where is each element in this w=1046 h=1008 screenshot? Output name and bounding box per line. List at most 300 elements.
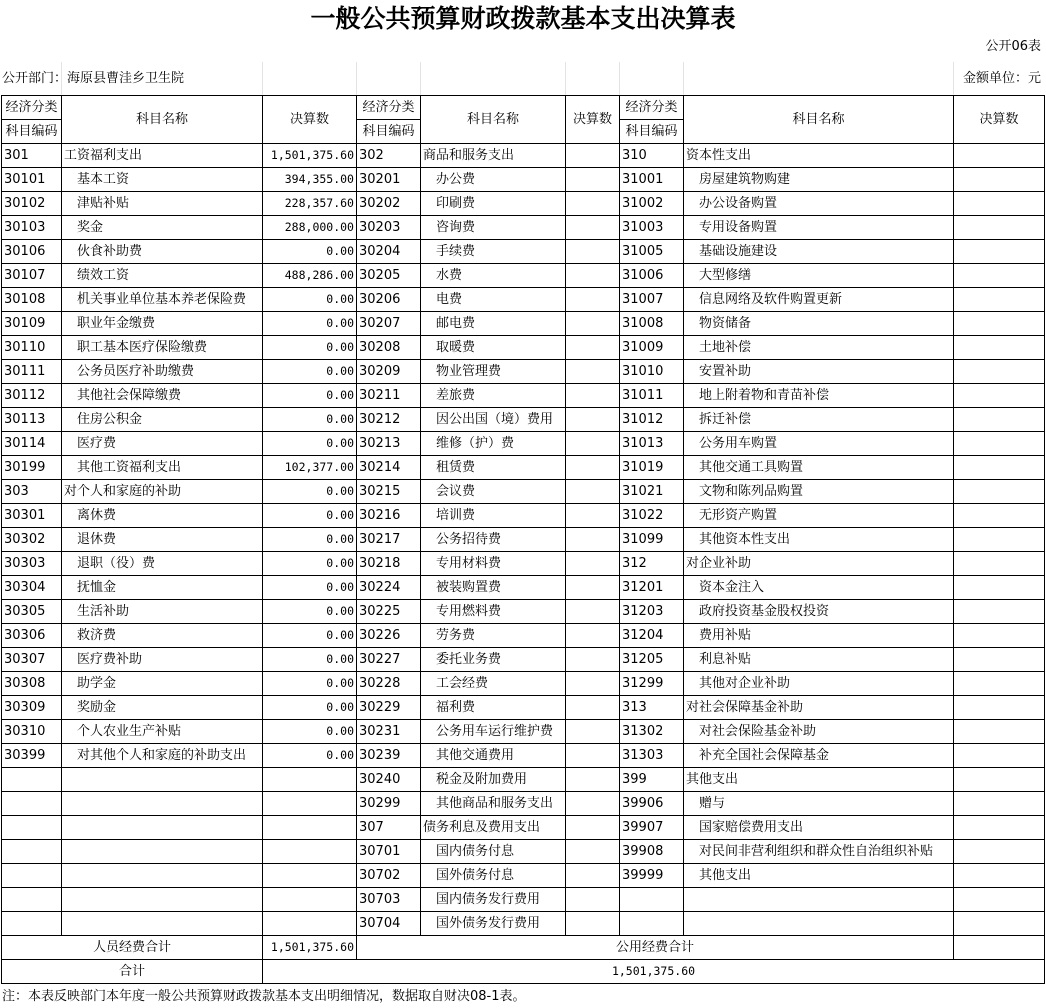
subject-code-cell: 301 bbox=[2, 144, 62, 168]
amount-cell bbox=[566, 432, 620, 456]
subject-name-cell: 对其他个人和家庭的补助支出 bbox=[62, 744, 263, 768]
table-row bbox=[2, 600, 1045, 624]
subject-code-cell: 31013 bbox=[620, 432, 684, 456]
amount-cell bbox=[954, 336, 1045, 360]
amount-cell bbox=[263, 912, 357, 936]
table-row bbox=[2, 624, 1045, 648]
header-subject-code-2: 科目编码 bbox=[357, 120, 421, 144]
amount-cell bbox=[566, 696, 620, 720]
subject-name-cell: 印刷费 bbox=[421, 192, 566, 216]
subject-code-cell: 30306 bbox=[2, 624, 62, 648]
subject-code-cell: 30701 bbox=[357, 840, 421, 864]
grand-total-value: 1,501,375.60 bbox=[263, 960, 1045, 984]
subject-name-cell: 邮电费 bbox=[421, 312, 566, 336]
amount-cell bbox=[566, 456, 620, 480]
report-title: 一般公共预算财政拨款基本支出决算表 bbox=[310, 4, 736, 33]
header-subject-name-3: 科目名称 bbox=[684, 96, 954, 144]
amount-cell bbox=[263, 816, 357, 840]
subject-code-cell: 31005 bbox=[620, 240, 684, 264]
subject-name-cell: 其他资本性支出 bbox=[684, 528, 954, 552]
amount-cell: 0.00 bbox=[263, 624, 357, 648]
subject-name-cell: 安置补助 bbox=[684, 360, 954, 384]
table-row bbox=[2, 528, 1045, 552]
subject-name-cell: 其他支出 bbox=[684, 768, 954, 792]
subject-code-cell: 30226 bbox=[357, 624, 421, 648]
table-row bbox=[2, 480, 1045, 504]
subject-name-cell: 职业年金缴费 bbox=[62, 312, 263, 336]
subject-code-cell: 30108 bbox=[2, 288, 62, 312]
subject-code-cell: 30217 bbox=[357, 528, 421, 552]
subject-code-cell: 31201 bbox=[620, 576, 684, 600]
amount-cell bbox=[954, 264, 1045, 288]
subject-code-cell: 31303 bbox=[620, 744, 684, 768]
subject-name-cell: 奖金 bbox=[62, 216, 263, 240]
amount-cell: 0.00 bbox=[263, 720, 357, 744]
expenditure-table bbox=[1, 95, 1045, 984]
amount-cell: 0.00 bbox=[263, 672, 357, 696]
table-row bbox=[2, 768, 1045, 792]
subject-name-cell bbox=[62, 792, 263, 816]
amount-cell bbox=[566, 408, 620, 432]
subject-code-cell: 30114 bbox=[2, 432, 62, 456]
amount-cell bbox=[954, 888, 1045, 912]
subject-name-cell bbox=[62, 912, 263, 936]
amount-cell: 0.00 bbox=[263, 288, 357, 312]
subject-name-cell bbox=[684, 912, 954, 936]
subject-code-cell: 31203 bbox=[620, 600, 684, 624]
subject-name-cell: 信息网络及软件购置更新 bbox=[684, 288, 954, 312]
table-row bbox=[2, 696, 1045, 720]
amount-cell bbox=[954, 744, 1045, 768]
subject-name-cell: 个人农业生产补贴 bbox=[62, 720, 263, 744]
subject-code-cell: 30299 bbox=[357, 792, 421, 816]
subject-name-cell: 对个人和家庭的补助 bbox=[62, 480, 263, 504]
subject-name-cell: 国内债务发行费用 bbox=[421, 888, 566, 912]
amount-cell bbox=[954, 360, 1045, 384]
subject-name-cell: 因公出国（境）费用 bbox=[421, 408, 566, 432]
amount-cell bbox=[566, 312, 620, 336]
table-row bbox=[2, 264, 1045, 288]
amount-cell bbox=[263, 864, 357, 888]
amount-cell bbox=[566, 576, 620, 600]
subject-code-cell: 39906 bbox=[620, 792, 684, 816]
subject-name-cell: 伙食补助费 bbox=[62, 240, 263, 264]
subject-name-cell: 对社会保障基金补助 bbox=[684, 696, 954, 720]
subject-code-cell: 30211 bbox=[357, 384, 421, 408]
amount-cell: 0.00 bbox=[263, 504, 357, 528]
subject-name-cell: 工资福利支出 bbox=[62, 144, 263, 168]
subject-name-cell: 津贴补贴 bbox=[62, 192, 263, 216]
subject-name-cell: 维修（护）费 bbox=[421, 432, 566, 456]
amount-cell: 0.00 bbox=[263, 744, 357, 768]
subject-code-cell: 30225 bbox=[357, 600, 421, 624]
subject-name-cell bbox=[684, 888, 954, 912]
amount-cell bbox=[954, 384, 1045, 408]
subject-name-cell: 无形资产购置 bbox=[684, 504, 954, 528]
amount-cell bbox=[263, 888, 357, 912]
table-row bbox=[2, 408, 1045, 432]
subject-name-cell: 公务员医疗补助缴费 bbox=[62, 360, 263, 384]
subject-code-cell: 30207 bbox=[357, 312, 421, 336]
subject-name-cell: 电费 bbox=[421, 288, 566, 312]
subject-code-cell: 30228 bbox=[357, 672, 421, 696]
subject-code-cell: 31099 bbox=[620, 528, 684, 552]
table-row bbox=[2, 216, 1045, 240]
subject-code-cell: 30702 bbox=[357, 864, 421, 888]
amount-cell bbox=[566, 816, 620, 840]
subject-name-cell: 对企业补助 bbox=[684, 552, 954, 576]
subject-name-cell: 退休费 bbox=[62, 528, 263, 552]
subject-code-cell bbox=[2, 816, 62, 840]
table-row bbox=[2, 912, 1045, 936]
subject-code-cell: 30309 bbox=[2, 696, 62, 720]
amount-cell bbox=[954, 312, 1045, 336]
subject-code-cell: 30301 bbox=[2, 504, 62, 528]
amount-unit-label: 金额单位：元 bbox=[962, 71, 1041, 86]
table-row bbox=[2, 840, 1045, 864]
amount-cell bbox=[566, 552, 620, 576]
subject-name-cell: 专用设备购置 bbox=[684, 216, 954, 240]
subject-name-cell: 其他支出 bbox=[684, 864, 954, 888]
amount-cell bbox=[263, 840, 357, 864]
subject-name-cell: 租赁费 bbox=[421, 456, 566, 480]
subject-code-cell: 30103 bbox=[2, 216, 62, 240]
amount-cell bbox=[566, 480, 620, 504]
subject-name-cell: 基本工资 bbox=[62, 168, 263, 192]
amount-cell bbox=[954, 768, 1045, 792]
table-row bbox=[2, 288, 1045, 312]
subject-name-cell: 医疗费补助 bbox=[62, 648, 263, 672]
header-amount-1: 决算数 bbox=[263, 96, 357, 144]
subject-code-cell: 30224 bbox=[357, 576, 421, 600]
amount-cell bbox=[566, 216, 620, 240]
table-row bbox=[2, 672, 1045, 696]
subject-code-cell: 30229 bbox=[357, 696, 421, 720]
subject-code-cell: 30101 bbox=[2, 168, 62, 192]
subject-name-cell: 物资储备 bbox=[684, 312, 954, 336]
subject-code-cell: 31205 bbox=[620, 648, 684, 672]
amount-cell bbox=[954, 816, 1045, 840]
subject-name-cell: 公务招待费 bbox=[421, 528, 566, 552]
public-total-label: 公用经费合计 bbox=[357, 936, 954, 960]
amount-cell bbox=[566, 744, 620, 768]
subject-code-cell bbox=[620, 912, 684, 936]
amount-cell bbox=[954, 720, 1045, 744]
table-row bbox=[2, 816, 1045, 840]
amount-cell bbox=[566, 384, 620, 408]
subject-name-cell: 手续费 bbox=[421, 240, 566, 264]
subject-name-cell: 债务利息及费用支出 bbox=[421, 816, 566, 840]
subject-name-cell bbox=[62, 816, 263, 840]
subject-code-cell bbox=[2, 768, 62, 792]
table-row bbox=[2, 552, 1045, 576]
subject-name-cell: 职工基本医疗保险缴费 bbox=[62, 336, 263, 360]
subject-code-cell: 30113 bbox=[2, 408, 62, 432]
subject-name-cell: 对民间非营利组织和群众性自治组织补贴 bbox=[684, 840, 954, 864]
subject-code-cell: 30106 bbox=[2, 240, 62, 264]
subject-name-cell: 奖励金 bbox=[62, 696, 263, 720]
subject-code-cell: 31010 bbox=[620, 360, 684, 384]
subject-name-cell: 大型修缮 bbox=[684, 264, 954, 288]
subject-name-cell: 国外债务发行费用 bbox=[421, 912, 566, 936]
subject-name-cell: 专用燃料费 bbox=[421, 600, 566, 624]
amount-cell bbox=[954, 552, 1045, 576]
public-total-value bbox=[954, 936, 1045, 960]
header-econ-class-3: 经济分类 bbox=[620, 96, 684, 120]
amount-cell bbox=[954, 672, 1045, 696]
subject-code-cell: 30304 bbox=[2, 576, 62, 600]
subject-code-cell: 31006 bbox=[620, 264, 684, 288]
amount-cell bbox=[566, 264, 620, 288]
grand-total-label: 合计 bbox=[2, 960, 263, 984]
subject-code-cell: 31003 bbox=[620, 216, 684, 240]
subject-name-cell bbox=[62, 888, 263, 912]
amount-cell: 0.00 bbox=[263, 384, 357, 408]
amount-cell: 1,501,375.60 bbox=[263, 144, 357, 168]
amount-cell bbox=[954, 216, 1045, 240]
amount-cell bbox=[954, 624, 1045, 648]
subject-name-cell: 对社会保险基金补助 bbox=[684, 720, 954, 744]
subject-name-cell: 差旅费 bbox=[421, 384, 566, 408]
subject-code-cell: 30303 bbox=[2, 552, 62, 576]
amount-cell bbox=[566, 672, 620, 696]
subject-code-cell: 30240 bbox=[357, 768, 421, 792]
amount-cell bbox=[566, 912, 620, 936]
subject-name-cell: 补充全国社会保障基金 bbox=[684, 744, 954, 768]
subject-code-cell bbox=[2, 840, 62, 864]
table-row bbox=[2, 576, 1045, 600]
subject-code-cell bbox=[2, 912, 62, 936]
amount-cell bbox=[954, 456, 1045, 480]
subject-code-cell: 30199 bbox=[2, 456, 62, 480]
subject-code-cell: 30231 bbox=[357, 720, 421, 744]
amount-cell bbox=[954, 792, 1045, 816]
amount-cell bbox=[566, 840, 620, 864]
subject-name-cell: 国家赔偿费用支出 bbox=[684, 816, 954, 840]
table-row bbox=[2, 648, 1045, 672]
subject-name-cell: 绩效工资 bbox=[62, 264, 263, 288]
subject-name-cell: 抚恤金 bbox=[62, 576, 263, 600]
amount-cell: 228,357.60 bbox=[263, 192, 357, 216]
subject-name-cell: 费用补贴 bbox=[684, 624, 954, 648]
amount-cell bbox=[954, 192, 1045, 216]
subject-code-cell: 30110 bbox=[2, 336, 62, 360]
header-econ-class-2: 经济分类 bbox=[357, 96, 421, 120]
amount-cell bbox=[566, 336, 620, 360]
subject-code-cell: 30107 bbox=[2, 264, 62, 288]
amount-cell bbox=[566, 648, 620, 672]
subject-name-cell: 其他商品和服务支出 bbox=[421, 792, 566, 816]
table-row bbox=[2, 792, 1045, 816]
subject-code-cell: 30308 bbox=[2, 672, 62, 696]
subject-code-cell: 30205 bbox=[357, 264, 421, 288]
subject-code-cell bbox=[2, 888, 62, 912]
subject-name-cell: 国外债务付息 bbox=[421, 864, 566, 888]
amount-cell bbox=[954, 504, 1045, 528]
amount-cell bbox=[566, 360, 620, 384]
amount-cell bbox=[566, 792, 620, 816]
subject-code-cell: 31021 bbox=[620, 480, 684, 504]
subject-code-cell: 30239 bbox=[357, 744, 421, 768]
subject-code-cell: 30201 bbox=[357, 168, 421, 192]
subject-code-cell: 30704 bbox=[357, 912, 421, 936]
subject-code-cell: 310 bbox=[620, 144, 684, 168]
amount-cell: 0.00 bbox=[263, 696, 357, 720]
table-row bbox=[2, 336, 1045, 360]
amount-cell bbox=[566, 288, 620, 312]
amount-cell: 0.00 bbox=[263, 528, 357, 552]
subject-name-cell: 医疗费 bbox=[62, 432, 263, 456]
subject-code-cell: 313 bbox=[620, 696, 684, 720]
amount-cell bbox=[566, 192, 620, 216]
amount-cell bbox=[566, 504, 620, 528]
subject-code-cell: 39999 bbox=[620, 864, 684, 888]
subject-name-cell: 办公费 bbox=[421, 168, 566, 192]
subject-name-cell: 拆迁补偿 bbox=[684, 408, 954, 432]
amount-cell bbox=[954, 576, 1045, 600]
subject-code-cell: 31008 bbox=[620, 312, 684, 336]
subject-name-cell: 会议费 bbox=[421, 480, 566, 504]
form-number: 公开06表 bbox=[985, 39, 1041, 54]
subject-name-cell: 咨询费 bbox=[421, 216, 566, 240]
subject-name-cell bbox=[62, 864, 263, 888]
subject-name-cell: 退职（役）费 bbox=[62, 552, 263, 576]
subject-name-cell bbox=[62, 840, 263, 864]
subject-code-cell: 31302 bbox=[620, 720, 684, 744]
subject-code-cell: 31002 bbox=[620, 192, 684, 216]
amount-cell bbox=[954, 288, 1045, 312]
subject-name-cell: 商品和服务支出 bbox=[421, 144, 566, 168]
subject-name-cell: 其他社会保障缴费 bbox=[62, 384, 263, 408]
subject-name-cell: 公务用车购置 bbox=[684, 432, 954, 456]
subject-name-cell: 文物和陈列品购置 bbox=[684, 480, 954, 504]
table-row bbox=[2, 192, 1045, 216]
subject-name-cell: 办公设备购置 bbox=[684, 192, 954, 216]
amount-cell bbox=[566, 864, 620, 888]
subject-code-cell: 30214 bbox=[357, 456, 421, 480]
subject-name-cell: 取暖费 bbox=[421, 336, 566, 360]
subject-name-cell: 公务用车运行维护费 bbox=[421, 720, 566, 744]
subject-code-cell: 30203 bbox=[357, 216, 421, 240]
table-row bbox=[2, 240, 1045, 264]
amount-cell bbox=[954, 240, 1045, 264]
subject-name-cell: 地上附着物和青苗补偿 bbox=[684, 384, 954, 408]
subject-code-cell: 30215 bbox=[357, 480, 421, 504]
subject-code-cell: 30112 bbox=[2, 384, 62, 408]
subject-code-cell: 30209 bbox=[357, 360, 421, 384]
subject-code-cell: 30307 bbox=[2, 648, 62, 672]
amount-cell: 0.00 bbox=[263, 240, 357, 264]
amount-cell bbox=[566, 768, 620, 792]
subject-code-cell: 30213 bbox=[357, 432, 421, 456]
header-amount-3: 决算数 bbox=[954, 96, 1045, 144]
subject-code-cell: 30102 bbox=[2, 192, 62, 216]
subject-name-cell: 机关事业单位基本养老保险费 bbox=[62, 288, 263, 312]
subject-code-cell bbox=[620, 888, 684, 912]
subject-name-cell: 水费 bbox=[421, 264, 566, 288]
subject-code-cell: 30111 bbox=[2, 360, 62, 384]
subject-name-cell: 福利费 bbox=[421, 696, 566, 720]
subject-name-cell: 政府投资基金股权投资 bbox=[684, 600, 954, 624]
amount-cell: 0.00 bbox=[263, 312, 357, 336]
subject-code-cell: 30703 bbox=[357, 888, 421, 912]
amount-cell bbox=[566, 624, 620, 648]
subject-code-cell bbox=[2, 864, 62, 888]
subject-name-cell: 利息补贴 bbox=[684, 648, 954, 672]
amount-cell bbox=[954, 600, 1045, 624]
table-row bbox=[2, 744, 1045, 768]
header-subject-name-1: 科目名称 bbox=[62, 96, 263, 144]
amount-cell bbox=[566, 720, 620, 744]
table-row bbox=[2, 504, 1045, 528]
amount-cell: 0.00 bbox=[263, 648, 357, 672]
table-row bbox=[2, 360, 1045, 384]
amount-cell: 0.00 bbox=[263, 600, 357, 624]
subject-code-cell: 312 bbox=[620, 552, 684, 576]
subject-name-cell: 助学金 bbox=[62, 672, 263, 696]
subject-code-cell: 30202 bbox=[357, 192, 421, 216]
subject-code-cell: 30216 bbox=[357, 504, 421, 528]
amount-cell bbox=[954, 528, 1045, 552]
footnote: 注：本表反映部门本年度一般公共预算财政拨款基本支出明细情况，数据取自财决08-1表。 bbox=[2, 989, 526, 1004]
amount-cell bbox=[566, 528, 620, 552]
subject-code-cell: 31204 bbox=[620, 624, 684, 648]
amount-cell bbox=[954, 432, 1045, 456]
amount-cell bbox=[954, 144, 1045, 168]
amount-cell bbox=[566, 240, 620, 264]
amount-cell bbox=[954, 168, 1045, 192]
subject-code-cell: 30399 bbox=[2, 744, 62, 768]
subject-name-cell: 专用材料费 bbox=[421, 552, 566, 576]
subject-code-cell: 399 bbox=[620, 768, 684, 792]
amount-cell bbox=[954, 696, 1045, 720]
amount-cell bbox=[954, 840, 1045, 864]
amount-cell bbox=[566, 144, 620, 168]
amount-cell: 0.00 bbox=[263, 432, 357, 456]
subject-code-cell: 307 bbox=[357, 816, 421, 840]
amount-cell: 0.00 bbox=[263, 480, 357, 504]
subject-code-cell: 30109 bbox=[2, 312, 62, 336]
subject-name-cell: 税金及附加费用 bbox=[421, 768, 566, 792]
subject-name-cell: 基础设施建设 bbox=[684, 240, 954, 264]
header-subject-code-3: 科目编码 bbox=[620, 120, 684, 144]
subject-name-cell: 委托业务费 bbox=[421, 648, 566, 672]
amount-cell: 0.00 bbox=[263, 552, 357, 576]
amount-cell: 0.00 bbox=[263, 336, 357, 360]
personnel-total-value: 1,501,375.60 bbox=[263, 936, 357, 960]
subject-code-cell: 31299 bbox=[620, 672, 684, 696]
subject-code-cell: 30208 bbox=[357, 336, 421, 360]
subject-code-cell: 30227 bbox=[357, 648, 421, 672]
amount-cell: 394,355.00 bbox=[263, 168, 357, 192]
subject-code-cell: 30305 bbox=[2, 600, 62, 624]
table-row bbox=[2, 168, 1045, 192]
subject-code-cell: 31009 bbox=[620, 336, 684, 360]
subject-name-cell: 离休费 bbox=[62, 504, 263, 528]
header-econ-class-1: 经济分类 bbox=[2, 96, 62, 120]
subject-code-cell: 30218 bbox=[357, 552, 421, 576]
subject-code-cell: 31012 bbox=[620, 408, 684, 432]
department-label: 公开部门：海原县曹洼乡卫生院 bbox=[2, 71, 185, 86]
subject-name-cell: 生活补助 bbox=[62, 600, 263, 624]
subject-name-cell: 救济费 bbox=[62, 624, 263, 648]
subject-code-cell: 30206 bbox=[357, 288, 421, 312]
subject-code-cell: 30212 bbox=[357, 408, 421, 432]
subject-code-cell: 30204 bbox=[357, 240, 421, 264]
amount-cell: 0.00 bbox=[263, 408, 357, 432]
subject-name-cell: 赠与 bbox=[684, 792, 954, 816]
subject-name-cell: 土地补偿 bbox=[684, 336, 954, 360]
